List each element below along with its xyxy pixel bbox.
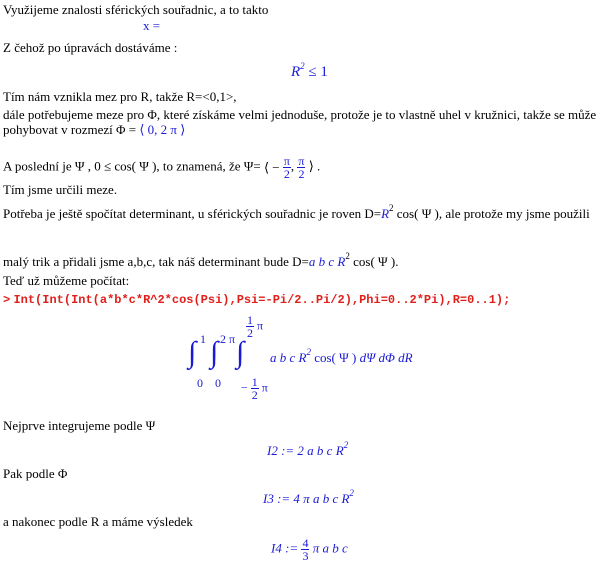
r-range-line: Tím nám vznikla mez pro R, takže R=<0,1>,	[3, 89, 237, 104]
r-squared-condition: $R^2 \le 1$	[291, 61, 328, 80]
maple-command: Int(Int(Int(a*b*c*R^2*cos(Psi),Psi=-Pi/2..Pi/2),Phi=0..2*Pi),R=0..1);	[13, 293, 511, 307]
integrand: a b c $R^2$ cos( Ψ ) dΨ dΦ dR	[270, 347, 413, 365]
phi-step-line: Pak podle Φ	[3, 466, 68, 481]
compute-line: Teď už můžeme počítat:	[3, 273, 130, 288]
after-edit-line: Z čehož po úpravách dostáváme :	[3, 40, 178, 55]
maple-command-line[interactable]: > Int(Int(Int(a*b*c*R^2*cos(Psi),Psi=-Pi/2..Pi/2),Phi=0..2*Pi),R=0..1);	[3, 293, 511, 307]
i4-result: I4 := $\frac{4}{3}$ π a b c	[271, 536, 348, 563]
r-step-line: a nakonec podle R a máme výsledek	[3, 514, 193, 529]
i2-result: I2 := 2 a b c $R^2$	[267, 440, 349, 458]
intro-line: Využijeme znalosti sférických souřadnic, a to takto	[3, 2, 269, 17]
integrate-psi-line: Nejprve integrujeme podle Ψ	[3, 418, 156, 433]
x-equation: x =	[143, 18, 161, 33]
i3-result: I3 := 4 π a b c $R^2$	[263, 488, 354, 506]
determinant-line: Potřeba je ještě spočítat determinant, u sférických souřadnic je roven $D=R^2$ cos( Ψ ), ale protože my jsme použili	[3, 203, 590, 221]
psi-bounds-line: A poslední je Ψ , 0 ≤ cos( Ψ ), to znamená, že Ψ= ⟨ − $\frac{\pi}{2}$ , $\frac{\pi}{2}$ ⟩ .	[3, 154, 321, 181]
phi-bounds-line: dále potřebujeme meze pro Φ, které získáme velmi jednoduše, protože je to vlastně uhel v kružnici, takže se může pohybovat v rozmezí Φ = ⟨ 0, 2 π ⟩	[3, 107, 597, 137]
trick-line: malý trik a přidali jsme a,b,c, tak náš determinant bude D=a b c $R^2$ cos( Ψ ).	[3, 251, 399, 269]
triple-integral: ∫ 1 0 ∫ 2 π 0 ∫ $\frac{1}{2}$ π − $\frac{1}{2}$ π a b c $R^2$ cos( Ψ ) dΨ dΦ dR	[188, 313, 413, 402]
limits-done-line: Tím jsme určili meze.	[3, 182, 118, 197]
